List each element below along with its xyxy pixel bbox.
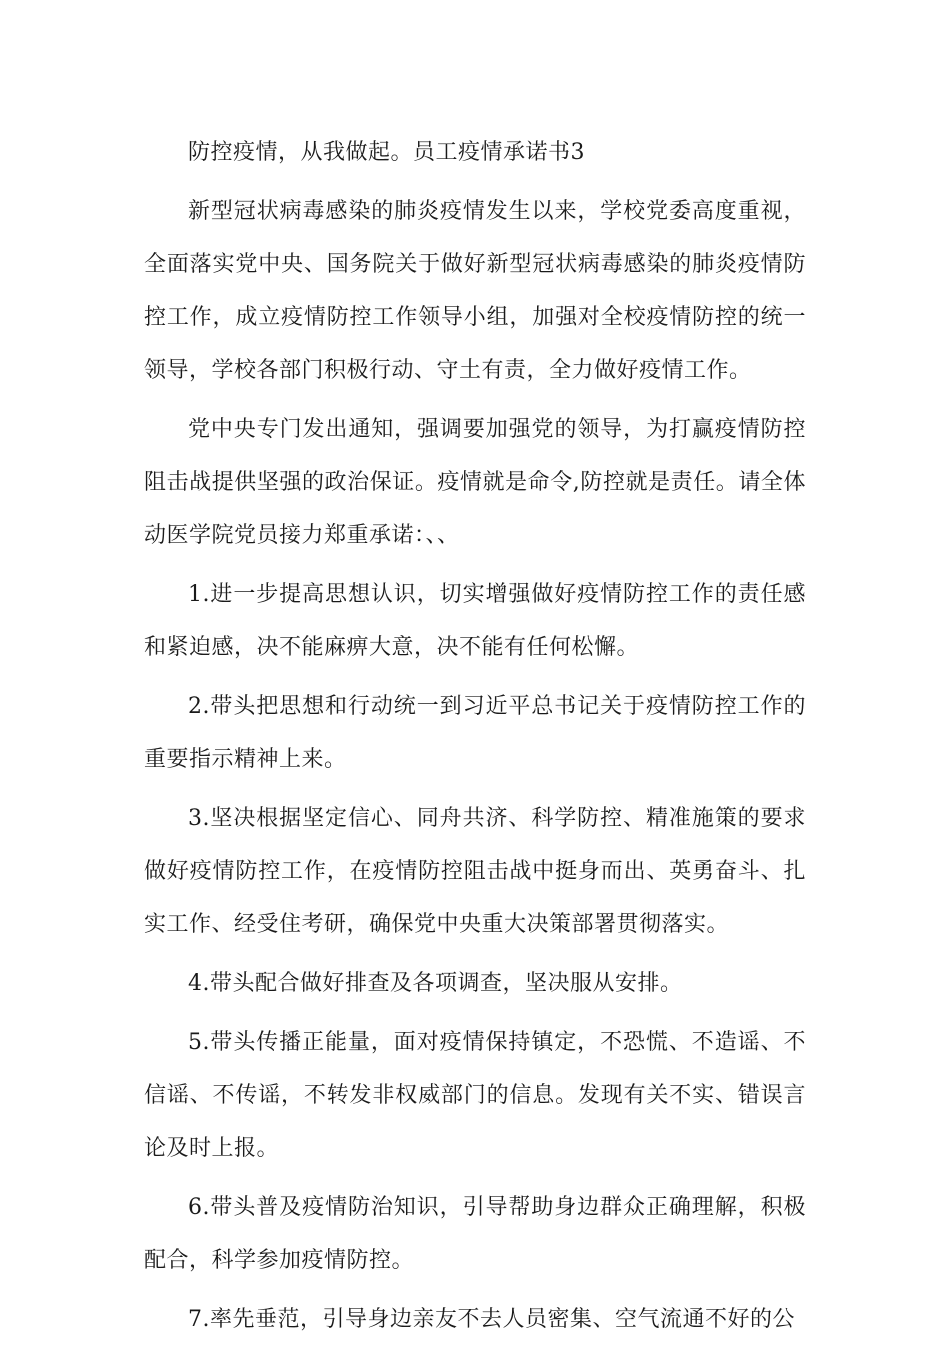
paragraph-notice: 党中央专门发出通知，强调要加强党的领导，为打赢疫情防控阻击战提供坚强的政治保证。疫情就是命令,防控就是责任。请全体动医学院党员接力郑重承诺：、、 <box>144 417 806 548</box>
pledge-item-1: 1.进一步提高思想认识，切实增强做好疫情防控工作的责任感和紧迫感，决不能麻痹大意，决不能有任何松懈。 <box>144 582 806 660</box>
paragraph-title: 防控疫情，从我做起。员工疫情承诺书3 <box>188 140 585 165</box>
pledge-item-3: 3.坚决根据坚定信心、同舟共济、科学防控、精准施策的要求做好疫情防控工作，在疫情防控阻击战中挺身而出、英勇奋斗、扎实工作、经受住考研，确保党中央重大决策部署贯彻落实。 <box>144 806 806 937</box>
pledge-item-2: 2.带头把思想和行动统一到习近平总书记关于疫情防控工作的重要指示精神上来。 <box>144 694 806 772</box>
pledge-item-6: 6.带头普及疫情防治知识，引导帮助身边群众正确理解，积极配合，科学参加疫情防控。 <box>144 1195 806 1273</box>
pledge-item-5: 5.带头传播正能量，面对疫情保持镇定，不恐慌、不造谣、不信谣、不传谣，不转发非权威部门的信息。发现有关不实、错误言论及时上报。 <box>144 1030 806 1161</box>
pledge-item-4: 4.带头配合做好排查及各项调查，坚决服从安排。 <box>188 971 683 996</box>
paragraph-intro: 新型冠状病毒感染的肺炎疫情发生以来，学校党委高度重视，全面落实党中央、国务院关于做好新型冠状病毒感染的肺炎疫情防控工作，成立疫情防控工作领导小组，加强对全校疫情防控的统一领导，学校各部门积极行动、守土有责，全力做好疫情工作。 <box>144 199 806 383</box>
pledge-item-7: 7.率先垂范，引导身边亲友不去人员密集、空气流通不好的公 <box>188 1307 795 1332</box>
document-body <box>144 126 806 1346</box>
